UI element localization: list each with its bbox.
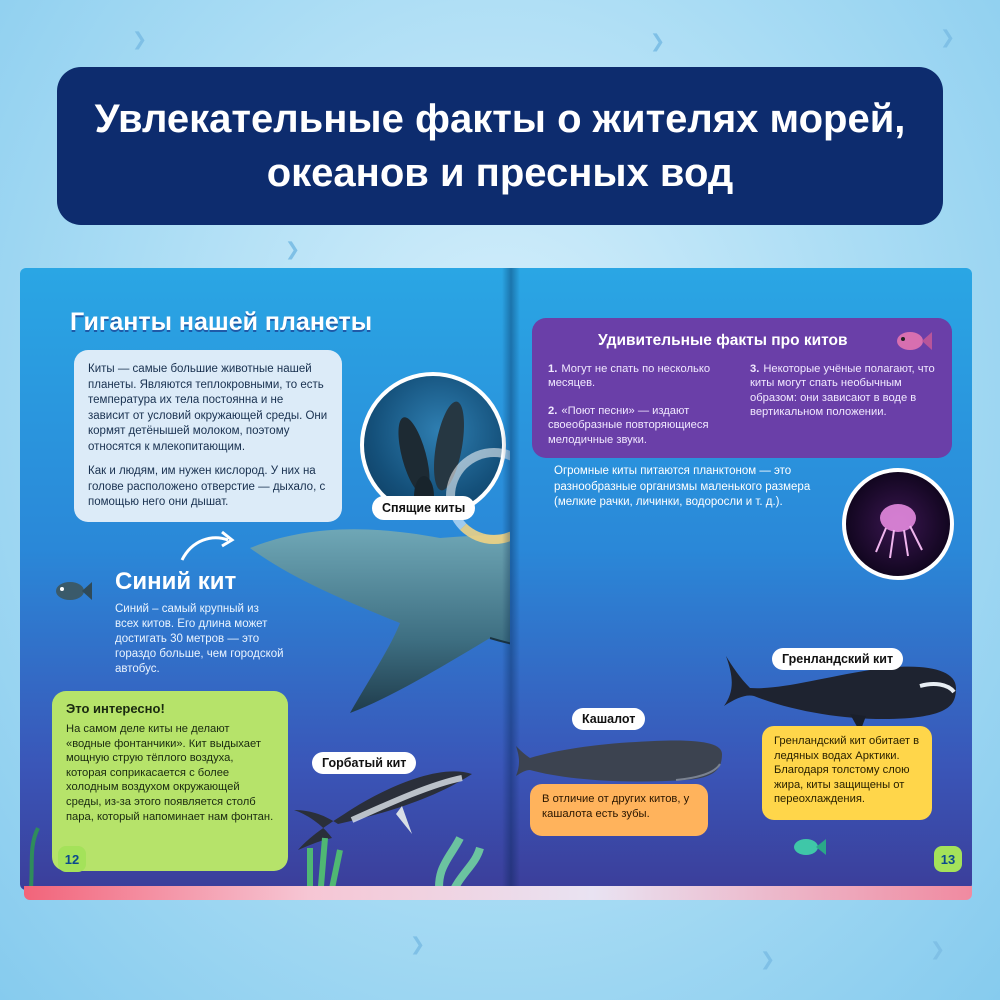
background-fish-icon: ❯ [650,31,666,51]
open-book [20,268,980,908]
page-number: 12 [58,846,86,872]
sperm-whale-label: Кашалот [572,708,645,730]
fish-icon [894,328,934,354]
fact-number: 3. [750,363,760,375]
fact-text: «Поют песни» — издают своеобразные повторяющиеся мелодичные звуки. [548,405,709,446]
fact-item [548,362,728,391]
sperm-whale-illustration [516,734,726,790]
background-fish-icon: ❯ [132,29,148,49]
background-fish-icon: ❯ [940,27,956,47]
plankton-photo [842,468,954,580]
page-number: 13 [934,846,962,872]
humpback-label: Горбатый кит [312,752,416,774]
fact-item [548,404,753,447]
book-spine [502,268,520,890]
background-fish-icon: ❯ [285,239,301,259]
intro-paragraph: Как и людям, им нужен кислород. У них на голове расположено отверстие — дыхало, с помощью него они дышат. [88,465,326,508]
coral-illustration [20,788,510,890]
background-fish-icon: ❯ [760,949,776,969]
sperm-whale-info-box: В отличие от других китов, у кашалота есть зубы. [530,784,708,836]
banner-title: Увлекательные факты о жителях морей, океанов и пресных вод [94,97,906,195]
blue-whale-text: Синий – самый крупный из всех китов. Его длина может достигать 30 метров — это гораздо больше, чем городской автобус. [115,603,284,675]
right-page [510,268,972,890]
plankton-text: Огромные киты питаются планктоном — это разнообразные организмы маленького размера (мелкие рачки, личинки, водоросли и т. д.). [554,465,811,508]
left-page [20,268,510,890]
book-edge [24,886,972,900]
fish-icon [52,578,92,604]
fact-item [750,362,940,420]
title-banner [57,67,943,225]
background-fish-icon: ❯ [410,934,426,954]
interesting-text: На самом деле киты не делают «водные фонтанчики». Кит выдыхает мощную струю тёплого воздуха, которая соприкасается с более холодным воздухом окружающей среды, из-за этого появляется столб пара, который напоминает нам фонтан. [66,723,274,823]
blue-whale-heading: Синий кит [115,568,237,595]
fact-number: 1. [548,363,558,375]
fish-icon [792,836,828,858]
greenland-label: Гренландский кит [772,648,903,670]
photo-label: Спящие киты [372,496,475,520]
background-fish-icon: ❯ [930,939,946,959]
interesting-heading: Это интересно! [66,701,165,716]
fact-number: 2. [548,405,558,417]
greenland-info-box: Гренландский кит обитает в ледяных водах Арктики. Благодаря толстому слою жира, киты защищены от переохлаждения. [762,726,932,820]
facts-box [532,318,952,458]
arrow-icon [178,530,238,564]
intro-box [74,350,342,522]
facts-heading: Удивительные факты про китов [598,332,848,349]
page-heading: Гиганты нашей планеты [70,308,373,336]
intro-paragraph: Киты — самые большие животные нашей планеты. Являются теплокровными, то есть температура их тела постоянна и не зависит от условий окружающей среды. Они кормят детёнышей молоком, поэтому относятся к млекопитающим. [88,363,328,453]
fact-text: Некоторые учёные полагают, что киты могут спать необычным образом: они зависают в воде в вертикальном положении. [750,363,935,419]
fact-text: Могут не спать по несколько месяцев. [548,363,711,390]
